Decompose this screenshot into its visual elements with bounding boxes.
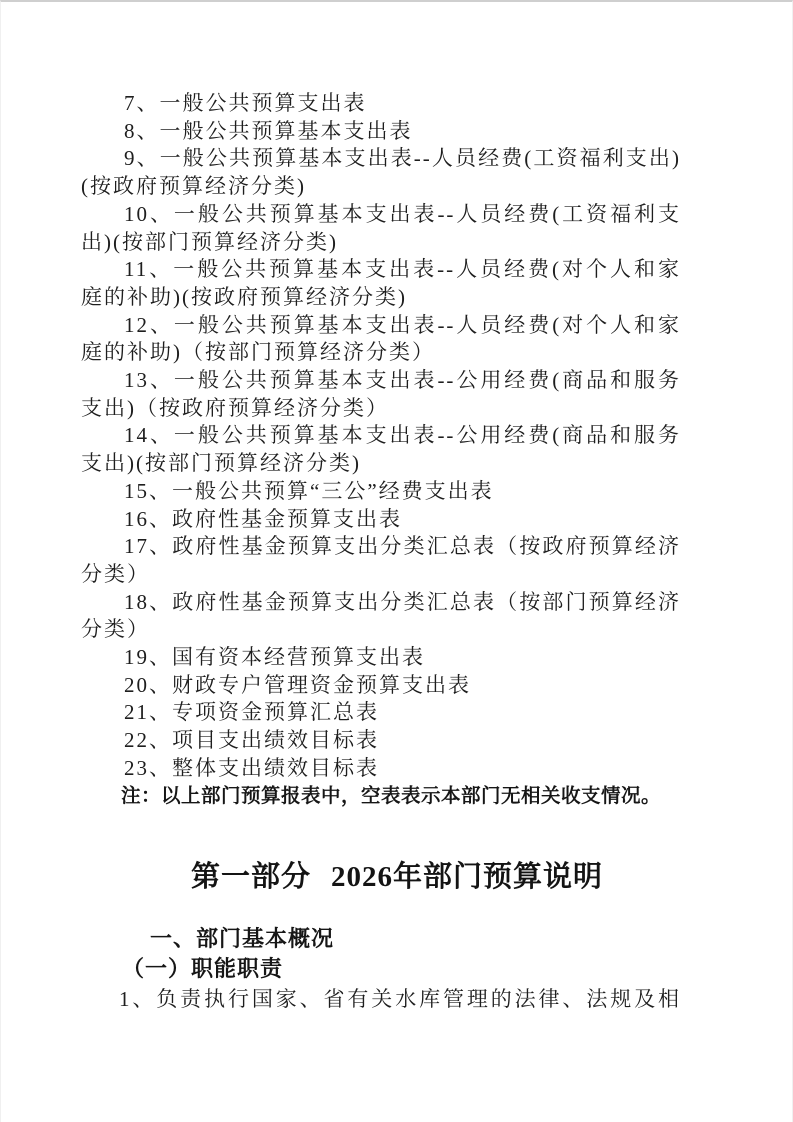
budget-table-list-item: 19、国有资本经营预算支出表 [124, 645, 425, 670]
page-content [1, 2, 681, 1014]
list-note: 注：以上部门预算报表中，空表表示本部门无相关收支情况。 [121, 785, 662, 807]
budget-table-list-item: 12、一般公共预算基本支出表--人员经费(对个人和家庭的补助)（按部门预算经济分类） [81, 312, 681, 365]
body-paragraph: 1、负责执行国家、省有关水库管理的法律、法规及相 [119, 987, 681, 1012]
budget-table-list-item: 23、整体支出绩效目标表 [124, 755, 379, 780]
budget-table-list-item: 17、政府性基金预算支出分类汇总表（按政府预算经济分类） [81, 534, 681, 586]
budget-table-list-item: 13、一般公共预算基本支出表--公用经费(商品和服务支出)（按政府预算经济分类） [81, 368, 681, 420]
part-title-label: 第一部分 [190, 861, 311, 894]
budget-table-list-item: 14、一般公共预算基本支出表--公用经费(商品和服务支出)(按部门预算经济分类) [81, 423, 681, 476]
budget-table-list-item: 22、项目支出绩效目标表 [124, 728, 379, 753]
subsection-heading: （一）职能职责 [122, 956, 284, 982]
budget-table-list-item: 18、政府性基金预算支出分类汇总表（按部门预算经济分类） [81, 589, 681, 642]
budget-table-list-item: 11、一般公共预算基本支出表--人员经费(对个人和家庭的补助)(按政府预算经济分类) [81, 257, 681, 309]
budget-table-list-item: 20、财政专户管理资金预算支出表 [124, 672, 471, 697]
budget-table-list-item: 7、一般公共预算支出表 [124, 91, 367, 115]
part-title-text: 2026年部门预算说明 [331, 861, 604, 894]
budget-table-list-item: 16、政府性基金预算支出表 [124, 506, 402, 531]
part-title [97, 856, 697, 898]
budget-table-list-item: 9、一般公共预算基本支出表--人员经费(工资福利支出)(按政府预算经济分类) [81, 146, 681, 199]
section-heading: 一、部门基本概况 [150, 926, 335, 952]
budget-table-list-item: 8、一般公共预算基本支出表 [124, 118, 413, 143]
budget-table-list-item: 15、一般公共预算“三公”经费支出表 [124, 478, 494, 503]
budget-table-list-item: 10、一般公共预算基本支出表--人员经费(工资福利支出)(按部门预算经济分类) [81, 201, 681, 254]
budget-table-list-item: 21、专项资金预算汇总表 [124, 700, 379, 725]
